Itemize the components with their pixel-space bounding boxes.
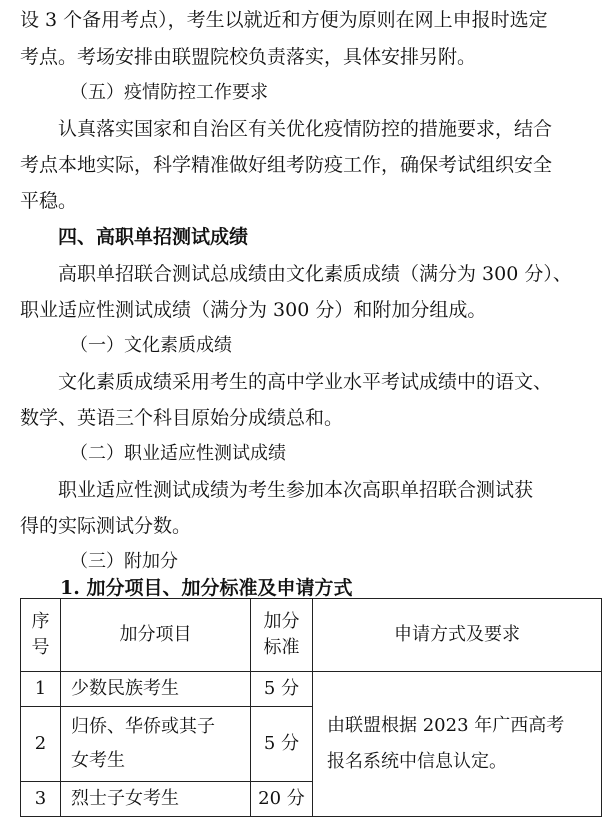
row-item: 少数民族考生 bbox=[61, 672, 251, 707]
bonus-points-table bbox=[20, 598, 602, 817]
requirement-text: 由联盟根据 2023 年广西高考 bbox=[327, 715, 565, 736]
header-text: 号 bbox=[31, 637, 50, 658]
section-heading-5: （五）疫情防控工作要求 bbox=[70, 82, 268, 103]
row-score: 5 分 bbox=[251, 707, 313, 782]
subsection-heading-3: （三）附加分 bbox=[70, 551, 178, 572]
paragraph-line: 高职单招联合测试总成绩由文化素质成绩（满分为 300 分）、 bbox=[58, 263, 572, 285]
row-number: 2 bbox=[21, 707, 61, 782]
header-item: 加分项目 bbox=[61, 599, 251, 672]
header-text: 标准 bbox=[263, 637, 300, 658]
table-row bbox=[21, 672, 602, 707]
header-text: 序 bbox=[31, 611, 50, 632]
subsection-heading-2: （二）职业适应性测试成绩 bbox=[70, 443, 286, 464]
requirement-text: 报名系统中信息认定。 bbox=[327, 751, 507, 772]
paragraph-line: 数学、英语三个科目原始分成绩总和。 bbox=[20, 407, 344, 429]
section-heading-4: 四、高职单招测试成绩 bbox=[58, 226, 249, 248]
paragraph-line: 认真落实国家和自治区有关优化疫情防控的措施要求，结合 bbox=[58, 118, 553, 140]
row-item-text: 归侨、华侨或其子 bbox=[71, 716, 215, 737]
row-number: 3 bbox=[21, 782, 61, 817]
row-score: 20 分 bbox=[251, 782, 313, 817]
subsection-heading-1: （一）文化素质成绩 bbox=[70, 335, 232, 356]
row-score: 5 分 bbox=[251, 672, 313, 707]
paragraph-line: 文化素质成绩采用考生的高中学业水平考试成绩中的语文、 bbox=[58, 371, 553, 393]
paragraph-line: 平稳。 bbox=[20, 190, 78, 212]
paragraph-line: 考点。考场安排由联盟院校负责落实，具体安排另附。 bbox=[20, 46, 477, 68]
row-item: 烈士子女考生 bbox=[61, 782, 251, 817]
paragraph-line: 考点本地实际，科学精准做好组考防疫工作，确保考试组织安全 bbox=[20, 154, 553, 176]
paragraph-line: 职业适应性测试成绩（满分为 300 分）和附加分组成。 bbox=[20, 299, 487, 321]
header-score bbox=[251, 599, 313, 672]
table-header-row bbox=[21, 599, 602, 672]
header-number bbox=[21, 599, 61, 672]
header-requirement: 申请方式及要求 bbox=[313, 599, 602, 672]
row-item bbox=[61, 707, 251, 782]
paragraph-line: 设 3 个备用考点），考生以就近和方便为原则在网上申报时选定 bbox=[20, 9, 548, 31]
paragraph-line: 得的实际测试分数。 bbox=[20, 515, 192, 537]
row-number: 1 bbox=[21, 672, 61, 707]
row-item-text: 女考生 bbox=[71, 750, 125, 771]
list-heading-1: 1. 加分项目、加分标准及申请方式 bbox=[60, 577, 353, 599]
requirement-cell bbox=[313, 672, 602, 817]
header-text: 加分 bbox=[263, 611, 300, 632]
paragraph-line: 职业适应性测试成绩为考生参加本次高职单招联合测试获 bbox=[58, 479, 534, 501]
